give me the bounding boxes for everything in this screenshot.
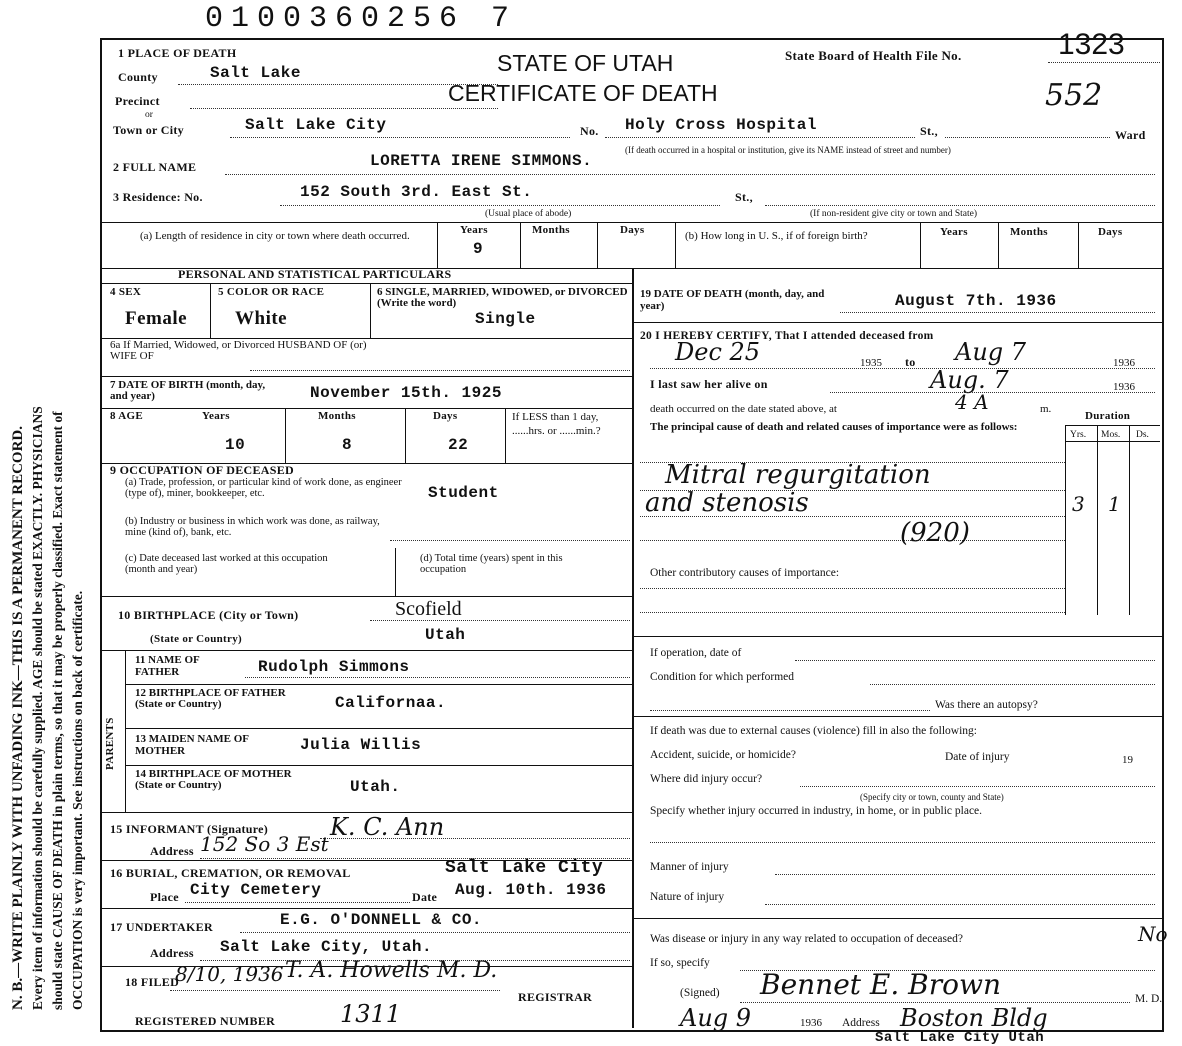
sex-label: 4 SEX — [110, 286, 142, 298]
condition-label: Condition for which performed — [650, 671, 795, 683]
specify-label: If so, specify — [650, 957, 710, 969]
side-note-1: N. B.—WRITE PLAINLY WITH UNFADING INK—THIS IS A PERMANENT RECORD. — [10, 426, 26, 1010]
res-years-value: 9 — [473, 240, 484, 258]
father-birthplace-value: Californaa. — [335, 694, 447, 712]
registrar-signature: T. A. Howells M. D. — [285, 958, 498, 983]
personal-header: PERSONAL AND STATISTICAL PARTICULARS — [178, 267, 452, 281]
residence-value: 152 South 3rd. East St. — [300, 183, 533, 201]
husband-label: 6a If Married, Widowed, or Divorced HUSBAND OF (or) WIFE OF — [110, 339, 367, 362]
age-years-label: Years — [202, 410, 230, 422]
less-than-label: If LESS than 1 day, ......hrs. or ......min.? — [512, 411, 601, 437]
informant-label: 15 INFORMANT (Signature) — [110, 822, 269, 836]
registrar-label: REGISTRAR — [518, 990, 593, 1004]
bottom-city: Salt Lake City Utah — [875, 1030, 1045, 1046]
filed-date: 8/10, 1936 — [175, 962, 284, 986]
place-note: (If death occurred in a hospital or institution, give its NAME instead of street and number) — [625, 145, 951, 155]
undertaker-value: E.G. O'DONNELL & CO. — [280, 911, 483, 929]
filed-label: 18 FILED — [125, 975, 180, 989]
other-causes-label: Other contributory causes of importance: — [650, 567, 840, 579]
death-at-m: m. — [1040, 403, 1052, 415]
burial-place-label: Place — [150, 890, 179, 904]
res-years-label: Years — [460, 224, 488, 236]
signature-address-label: Address — [842, 1017, 880, 1029]
occupation-value: Student — [428, 484, 499, 502]
death-at-label: death occurred on the date stated above, at — [650, 403, 837, 415]
yrs-label: Yrs. — [1070, 430, 1087, 440]
physician-signature: Bennet E. Brown — [760, 968, 1001, 1001]
occupation-d-label: (d) Total time (years) spent in this occupation — [420, 553, 563, 575]
occupation-c-label: (c) Date deceased last worked at this occupation (month and year) — [125, 553, 328, 575]
last-saw-value: Aug. 7 — [930, 366, 1009, 394]
age-label: 8 AGE — [110, 410, 143, 422]
marital-label: 6 SINGLE, MARRIED, WIDOWED, or DIVORCED (Write the word) — [377, 286, 628, 309]
attended-to-year: 1936 — [1113, 357, 1135, 369]
undertaker-address-label: Address — [150, 946, 194, 960]
full-name-value: LORETTA IRENE SIMMONS. — [370, 152, 593, 170]
occupation-disease-value: No — [1138, 922, 1168, 946]
mos-label: Mos. — [1101, 430, 1121, 440]
residence-st-label: St., — [735, 190, 753, 204]
where-injury-note: (Specify city or town, county and State) — [860, 792, 1004, 802]
age-months-label: Months — [318, 410, 356, 422]
duration-months: 1 — [1108, 492, 1121, 516]
burial-date-label: Date — [412, 890, 438, 904]
full-name-label: 2 FULL NAME — [113, 160, 197, 174]
where-injury-label: Where did injury occur? — [650, 773, 763, 785]
dod-value: August 7th. 1936 — [895, 292, 1057, 310]
attended-to: Aug 7 — [955, 338, 1027, 366]
dob-label: 7 DATE OF BIRTH (month, day, and year) — [110, 379, 266, 402]
external-causes-label: If death was due to external causes (violence) fill in also the following: — [650, 725, 978, 737]
precinct-label: Precinct — [115, 94, 160, 108]
foreign-birth-label: (b) How long in U. S., if of foreign birth? — [685, 230, 868, 242]
informant-address-label: Address — [150, 844, 194, 858]
town-value: Salt Lake City — [245, 116, 387, 134]
residence-note-1: (Usual place of abode) — [485, 209, 572, 219]
operation-label: If operation, date of — [650, 647, 742, 659]
or-label: or — [145, 110, 153, 120]
registered-number-value: 1311 — [340, 1000, 402, 1028]
date-of-injury-label: Date of injury — [945, 751, 1010, 763]
age-days-label: Days — [433, 410, 458, 422]
manner-label: Manner of injury — [650, 861, 729, 873]
attended-from: Dec 25 — [675, 338, 761, 366]
birthplace-state-label: (State or Country) — [150, 633, 242, 645]
age-months-value: 8 — [342, 436, 353, 454]
industry-label: Specify whether injury occurred in industry, in home, or in public place. — [650, 805, 983, 817]
registered-number-label: REGISTERED NUMBER — [135, 1014, 276, 1028]
nature-label: Nature of injury — [650, 891, 725, 903]
occupation-a-label: (a) Trade, profession, or particular kind of work done, as engineer (type of), miner, bookkeeper, etc. — [125, 477, 402, 499]
file-number-label: State Board of Health File No. — [785, 48, 962, 63]
father-birthplace-label: 12 BIRTHPLACE OF FATHER (State or Country) — [135, 687, 286, 710]
burial-city: Salt Lake City — [445, 858, 604, 878]
color-label: 5 COLOR OR RACE — [218, 286, 325, 298]
sex-value: Female — [125, 308, 188, 329]
mother-birthplace-value: Utah. — [350, 778, 401, 796]
father-name-value: Rudolph Simmons — [258, 658, 410, 676]
residence-note-2: (If non-resident give city or town and State) — [810, 209, 977, 219]
cause-line-2: and stenosis — [645, 488, 809, 518]
informant-signature: K. C. Ann — [330, 813, 445, 841]
res-days-label: Days — [620, 224, 645, 236]
injury-year: 19 — [1122, 754, 1133, 766]
father-name-label: 11 NAME OF FATHER — [135, 654, 200, 678]
state-title: STATE OF UTAH — [497, 50, 674, 76]
signature-address: Boston Bldg — [900, 1004, 1048, 1032]
autopsy-label: Was there an autopsy? — [935, 699, 1038, 711]
last-saw-year: 1936 — [1113, 381, 1135, 393]
place-of-death-heading: 1 PLACE OF DEATH — [118, 46, 237, 60]
occupation-b-label: (b) Industry or business in which work was done, as railway, mine (kind of), bank, etc. — [125, 516, 380, 538]
side-note-3: should state CAUSE OF DEATH in plain terms, so that it may be properly classified. Exact statement of — [50, 411, 65, 1010]
local-register-number: 552 — [1045, 78, 1103, 113]
undertaker-label: 17 UNDERTAKER — [110, 920, 213, 934]
length-residence-label: (a) Length of residence in city or town where death occurred. — [140, 230, 410, 242]
ward-label: Ward — [1115, 128, 1146, 142]
color-value: White — [235, 308, 288, 329]
ds-label: Ds. — [1136, 430, 1149, 440]
occupation-label: 9 OCCUPATION OF DECEASED — [110, 463, 294, 477]
last-saw-label: I last saw her alive on — [650, 377, 768, 391]
birthplace-city: Scofield — [395, 598, 462, 620]
age-days-value: 22 — [448, 436, 469, 454]
burial-date: Aug. 10th. 1936 — [455, 881, 607, 899]
death-at-value: 4 A — [955, 390, 989, 414]
serial-number: 0100360256 7 — [205, 2, 518, 36]
cause-label: The principal cause of death and related causes of importance were as follows: — [650, 421, 1018, 433]
side-note-4: OCCUPATION is very important. See instructions on back of certificate. — [70, 590, 85, 1010]
us-months-label: Months — [1010, 226, 1048, 238]
duration-years: 3 — [1072, 492, 1085, 516]
signature-year: 1936 — [800, 1017, 822, 1029]
side-instructions — [0, 0, 95, 1045]
dod-label: 19 DATE OF DEATH (month, day, and year) — [640, 288, 825, 312]
file-number-value: 1323 — [1058, 28, 1125, 61]
residence-label: 3 Residence: No. — [113, 190, 203, 204]
cause-code: (920) — [900, 518, 970, 548]
age-years-value: 10 — [225, 436, 246, 454]
informant-address: 152 So 3 Est — [200, 832, 329, 856]
to-label: to — [905, 355, 916, 369]
county-value: Salt Lake — [210, 64, 301, 82]
side-note-2: Every item of information should be carefully supplied. AGE should be stated EXACTLY. PHYSICIANS — [30, 406, 45, 1010]
mother-name-label: 13 MAIDEN NAME OF MOTHER — [135, 733, 249, 757]
town-label: Town or City — [113, 123, 184, 137]
us-days-label: Days — [1098, 226, 1123, 238]
cause-line-1: Mitral regurgitation — [665, 460, 931, 490]
md-label: M. D. — [1135, 993, 1163, 1005]
signature-date: Aug 9 — [680, 1004, 752, 1032]
certify-label: 20 I HEREBY CERTIFY, That I attended deceased from — [640, 330, 934, 342]
attended-from-year: 1935 — [860, 357, 882, 369]
certificate-title: CERTIFICATE OF DEATH — [448, 80, 718, 106]
signed-label: (Signed) — [680, 987, 720, 999]
undertaker-address: Salt Lake City, Utah. — [220, 938, 433, 956]
burial-place: City Cemetery — [190, 881, 322, 899]
duration-label: Duration — [1085, 410, 1131, 422]
burial-label: 16 BURIAL, CREMATION, OR REMOVAL — [110, 866, 351, 880]
county-label: County — [118, 70, 158, 84]
us-years-label: Years — [940, 226, 968, 238]
parents-label: PARENTS — [104, 717, 116, 770]
res-months-label: Months — [532, 224, 570, 236]
hospital-value: Holy Cross Hospital — [625, 116, 817, 134]
accident-label: Accident, suicide, or homicide? — [650, 749, 796, 761]
birthplace-state: Utah — [425, 626, 466, 644]
mother-birthplace-label: 14 BIRTHPLACE OF MOTHER (State or Country) — [135, 768, 292, 791]
dob-value: November 15th. 1925 — [310, 384, 502, 402]
mother-name-value: Julia Willis — [300, 736, 422, 754]
marital-value: Single — [475, 310, 536, 328]
occupation-disease-label: Was disease or injury in any way related to occupation of deceased? — [650, 933, 963, 945]
birthplace-label: 10 BIRTHPLACE (City or Town) — [118, 608, 299, 622]
st-label: St., — [920, 124, 938, 138]
no-label: No. — [580, 124, 599, 138]
